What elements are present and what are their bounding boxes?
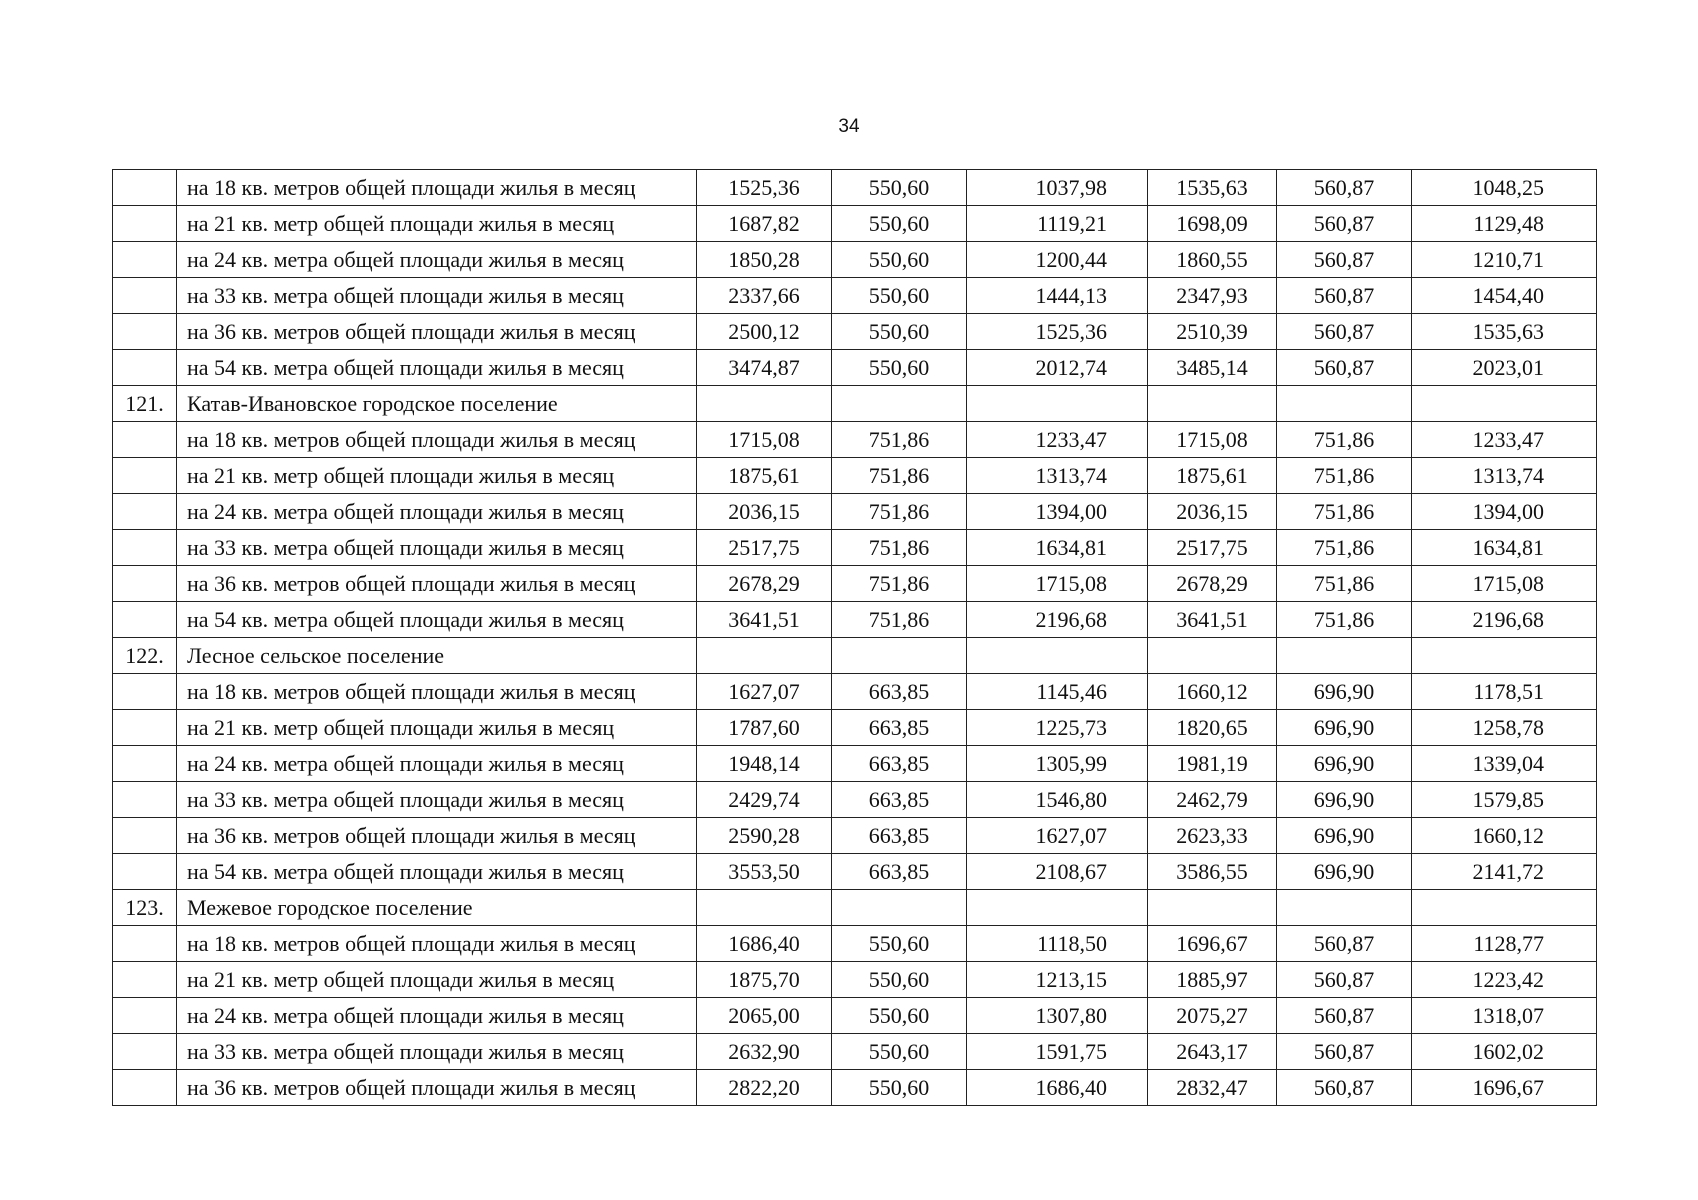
value-cell-col4: 1981,19 — [1148, 746, 1277, 782]
value-cell-col3: 2012,74 — [967, 350, 1148, 386]
value-cell-col2: 550,60 — [832, 242, 967, 278]
table-row — [113, 710, 1597, 746]
value-cell-col3: 2108,67 — [967, 854, 1148, 890]
value-cell-col6: 1048,25 — [1412, 170, 1597, 206]
value-cell-col3: 1686,40 — [967, 1070, 1148, 1106]
value-cell-col4 — [1148, 890, 1277, 926]
table-row — [113, 1070, 1597, 1106]
row-number-cell — [113, 422, 177, 458]
value-cell-col1: 3474,87 — [697, 350, 832, 386]
value-cell-col3: 1037,98 — [967, 170, 1148, 206]
table-row — [113, 602, 1597, 638]
value-cell-col4: 2462,79 — [1148, 782, 1277, 818]
table-row — [113, 314, 1597, 350]
row-number-cell — [113, 674, 177, 710]
value-cell-col2: 751,86 — [832, 458, 967, 494]
value-cell-col2: 550,60 — [832, 278, 967, 314]
value-cell-col3: 1313,74 — [967, 458, 1148, 494]
value-cell-col2: 663,85 — [832, 710, 967, 746]
value-cell-col2: 550,60 — [832, 998, 967, 1034]
value-cell-col1: 1715,08 — [697, 422, 832, 458]
table-row — [113, 962, 1597, 998]
value-cell-col6 — [1412, 638, 1597, 674]
value-cell-col6: 1339,04 — [1412, 746, 1597, 782]
value-cell-col4: 2517,75 — [1148, 530, 1277, 566]
norm-label-cell: на 36 кв. метров общей площади жилья в месяц — [177, 818, 697, 854]
value-cell-col2: 751,86 — [832, 422, 967, 458]
value-cell-col6: 1258,78 — [1412, 710, 1597, 746]
row-number-cell — [113, 818, 177, 854]
norm-label-cell: на 24 кв. метра общей площади жилья в месяц — [177, 998, 697, 1034]
row-number-cell — [113, 350, 177, 386]
value-cell-col3: 1118,50 — [967, 926, 1148, 962]
value-cell-col5: 751,86 — [1277, 422, 1412, 458]
norm-label-cell: на 18 кв. метров общей площади жилья в месяц — [177, 422, 697, 458]
value-cell-col1: 2590,28 — [697, 818, 832, 854]
table-row — [113, 242, 1597, 278]
value-cell-col5: 560,87 — [1277, 962, 1412, 998]
value-cell-col1: 2065,00 — [697, 998, 832, 1034]
value-cell-col4: 2036,15 — [1148, 494, 1277, 530]
norm-label-cell: на 18 кв. метров общей площади жилья в месяц — [177, 926, 697, 962]
row-number-cell — [113, 458, 177, 494]
value-cell-col4: 3485,14 — [1148, 350, 1277, 386]
row-number-cell — [113, 926, 177, 962]
table-row — [113, 782, 1597, 818]
value-cell-col6: 1535,63 — [1412, 314, 1597, 350]
value-cell-col1: 1686,40 — [697, 926, 832, 962]
value-cell-col1: 1627,07 — [697, 674, 832, 710]
value-cell-col5: 751,86 — [1277, 458, 1412, 494]
row-number-cell: 122. — [113, 638, 177, 674]
value-cell-col5: 696,90 — [1277, 782, 1412, 818]
norm-label-cell: на 36 кв. метров общей площади жилья в месяц — [177, 1070, 697, 1106]
row-number-cell — [113, 998, 177, 1034]
value-cell-col4: 2678,29 — [1148, 566, 1277, 602]
value-cell-col6: 1318,07 — [1412, 998, 1597, 1034]
tariff-table — [112, 169, 1597, 1106]
value-cell-col1: 1850,28 — [697, 242, 832, 278]
value-cell-col2: 663,85 — [832, 818, 967, 854]
value-cell-col6: 1178,51 — [1412, 674, 1597, 710]
row-number-cell — [113, 1034, 177, 1070]
norm-label-cell: на 36 кв. метров общей площади жилья в месяц — [177, 566, 697, 602]
value-cell-col4: 2075,27 — [1148, 998, 1277, 1034]
value-cell-col2: 550,60 — [832, 962, 967, 998]
value-cell-col4: 2510,39 — [1148, 314, 1277, 350]
table-row — [113, 278, 1597, 314]
table-row — [113, 854, 1597, 890]
value-cell-col5: 751,86 — [1277, 602, 1412, 638]
value-cell-col5 — [1277, 638, 1412, 674]
value-cell-col3 — [967, 890, 1148, 926]
value-cell-col4: 1860,55 — [1148, 242, 1277, 278]
value-cell-col4: 2347,93 — [1148, 278, 1277, 314]
value-cell-col6: 1394,00 — [1412, 494, 1597, 530]
value-cell-col6: 2141,72 — [1412, 854, 1597, 890]
value-cell-col3: 1715,08 — [967, 566, 1148, 602]
row-number-cell — [113, 206, 177, 242]
value-cell-col2 — [832, 386, 967, 422]
row-number-cell — [113, 1070, 177, 1106]
row-number-cell — [113, 854, 177, 890]
value-cell-col6 — [1412, 386, 1597, 422]
row-number-cell — [113, 782, 177, 818]
value-cell-col3: 1307,80 — [967, 998, 1148, 1034]
value-cell-col3: 1634,81 — [967, 530, 1148, 566]
norm-label-cell: на 21 кв. метр общей площади жилья в месяц — [177, 206, 697, 242]
value-cell-col1: 2500,12 — [697, 314, 832, 350]
norm-label-cell: на 21 кв. метр общей площади жилья в месяц — [177, 962, 697, 998]
settlement-name-cell: Лесное сельское поселение — [177, 638, 697, 674]
value-cell-col1: 1948,14 — [697, 746, 832, 782]
table-row — [113, 1034, 1597, 1070]
value-cell-col2: 550,60 — [832, 206, 967, 242]
value-cell-col1: 1687,82 — [697, 206, 832, 242]
value-cell-col4: 1698,09 — [1148, 206, 1277, 242]
norm-label-cell: на 18 кв. метров общей площади жилья в месяц — [177, 674, 697, 710]
value-cell-col1 — [697, 638, 832, 674]
value-cell-col5: 751,86 — [1277, 530, 1412, 566]
value-cell-col3: 1591,75 — [967, 1034, 1148, 1070]
value-cell-col5: 560,87 — [1277, 170, 1412, 206]
value-cell-col5: 560,87 — [1277, 1034, 1412, 1070]
value-cell-col4: 1885,97 — [1148, 962, 1277, 998]
value-cell-col5: 560,87 — [1277, 1070, 1412, 1106]
norm-label-cell: на 24 кв. метра общей площади жилья в месяц — [177, 494, 697, 530]
norm-label-cell: на 54 кв. метра общей площади жилья в месяц — [177, 602, 697, 638]
value-cell-col1: 2678,29 — [697, 566, 832, 602]
row-number-cell — [113, 962, 177, 998]
row-number-cell — [113, 566, 177, 602]
value-cell-col2: 751,86 — [832, 602, 967, 638]
norm-label-cell: на 18 кв. метров общей площади жилья в месяц — [177, 170, 697, 206]
norm-label-cell: на 33 кв. метра общей площади жилья в месяц — [177, 1034, 697, 1070]
value-cell-col5: 560,87 — [1277, 278, 1412, 314]
value-cell-col6: 1313,74 — [1412, 458, 1597, 494]
value-cell-col6: 1579,85 — [1412, 782, 1597, 818]
row-number-cell — [113, 242, 177, 278]
value-cell-col5 — [1277, 386, 1412, 422]
table-row — [113, 494, 1597, 530]
value-cell-col3 — [967, 638, 1148, 674]
value-cell-col6: 1634,81 — [1412, 530, 1597, 566]
value-cell-col6 — [1412, 890, 1597, 926]
value-cell-col2: 550,60 — [832, 926, 967, 962]
value-cell-col3: 1525,36 — [967, 314, 1148, 350]
value-cell-col5: 696,90 — [1277, 746, 1412, 782]
value-cell-col6: 1128,77 — [1412, 926, 1597, 962]
value-cell-col3: 1145,46 — [967, 674, 1148, 710]
value-cell-col1: 2632,90 — [697, 1034, 832, 1070]
value-cell-col3: 1394,00 — [967, 494, 1148, 530]
value-cell-col5: 560,87 — [1277, 314, 1412, 350]
value-cell-col3: 1213,15 — [967, 962, 1148, 998]
norm-label-cell: на 54 кв. метра общей площади жилья в месяц — [177, 854, 697, 890]
value-cell-col4: 3641,51 — [1148, 602, 1277, 638]
norm-label-cell: на 21 кв. метр общей площади жилья в месяц — [177, 710, 697, 746]
value-cell-col6: 1602,02 — [1412, 1034, 1597, 1070]
value-cell-col2: 663,85 — [832, 782, 967, 818]
value-cell-col2: 751,86 — [832, 494, 967, 530]
value-cell-col3: 1225,73 — [967, 710, 1148, 746]
value-cell-col5: 696,90 — [1277, 818, 1412, 854]
value-cell-col3: 1305,99 — [967, 746, 1148, 782]
table-row — [113, 350, 1597, 386]
value-cell-col2: 550,60 — [832, 1070, 967, 1106]
norm-label-cell: на 54 кв. метра общей площади жилья в месяц — [177, 350, 697, 386]
value-cell-col4: 2832,47 — [1148, 1070, 1277, 1106]
value-cell-col2: 751,86 — [832, 566, 967, 602]
tariff-table-body — [113, 170, 1597, 1106]
settlement-name-cell: Катав-Ивановское городское поселение — [177, 386, 697, 422]
value-cell-col3: 1546,80 — [967, 782, 1148, 818]
table-row — [113, 818, 1597, 854]
value-cell-col5 — [1277, 890, 1412, 926]
value-cell-col3 — [967, 386, 1148, 422]
value-cell-col6: 1129,48 — [1412, 206, 1597, 242]
value-cell-col4: 3586,55 — [1148, 854, 1277, 890]
value-cell-col6: 1223,42 — [1412, 962, 1597, 998]
value-cell-col5: 696,90 — [1277, 674, 1412, 710]
value-cell-col5: 560,87 — [1277, 242, 1412, 278]
value-cell-col1: 2429,74 — [697, 782, 832, 818]
value-cell-col1: 2822,20 — [697, 1070, 832, 1106]
value-cell-col6: 1696,67 — [1412, 1070, 1597, 1106]
value-cell-col4: 1820,65 — [1148, 710, 1277, 746]
row-number-cell — [113, 278, 177, 314]
value-cell-col1: 1787,60 — [697, 710, 832, 746]
value-cell-col4: 2623,33 — [1148, 818, 1277, 854]
value-cell-col3: 1200,44 — [967, 242, 1148, 278]
value-cell-col2: 663,85 — [832, 854, 967, 890]
table-row — [113, 206, 1597, 242]
table-row — [113, 674, 1597, 710]
value-cell-col1: 2337,66 — [697, 278, 832, 314]
value-cell-col1: 1875,61 — [697, 458, 832, 494]
value-cell-col4: 1875,61 — [1148, 458, 1277, 494]
value-cell-col3: 1233,47 — [967, 422, 1148, 458]
value-cell-col4: 1660,12 — [1148, 674, 1277, 710]
value-cell-col3: 1444,13 — [967, 278, 1148, 314]
value-cell-col3: 2196,68 — [967, 602, 1148, 638]
row-number-cell: 121. — [113, 386, 177, 422]
section-row — [113, 386, 1597, 422]
section-row — [113, 890, 1597, 926]
value-cell-col6: 1715,08 — [1412, 566, 1597, 602]
value-cell-col5: 560,87 — [1277, 350, 1412, 386]
table-row — [113, 458, 1597, 494]
value-cell-col2: 550,60 — [832, 1034, 967, 1070]
norm-label-cell: на 21 кв. метр общей площади жилья в месяц — [177, 458, 697, 494]
row-number-cell — [113, 314, 177, 350]
value-cell-col6: 2023,01 — [1412, 350, 1597, 386]
table-row — [113, 746, 1597, 782]
value-cell-col1: 3553,50 — [697, 854, 832, 890]
value-cell-col4: 1696,67 — [1148, 926, 1277, 962]
value-cell-col2: 550,60 — [832, 314, 967, 350]
row-number-cell: 123. — [113, 890, 177, 926]
value-cell-col2 — [832, 638, 967, 674]
row-number-cell — [113, 710, 177, 746]
row-number-cell — [113, 602, 177, 638]
value-cell-col5: 560,87 — [1277, 926, 1412, 962]
value-cell-col1 — [697, 386, 832, 422]
value-cell-col2: 663,85 — [832, 674, 967, 710]
value-cell-col6: 1660,12 — [1412, 818, 1597, 854]
row-number-cell — [113, 494, 177, 530]
value-cell-col3: 1627,07 — [967, 818, 1148, 854]
value-cell-col6: 1454,40 — [1412, 278, 1597, 314]
value-cell-col1: 2036,15 — [697, 494, 832, 530]
settlement-name-cell: Межевое городское поселение — [177, 890, 697, 926]
table-row — [113, 530, 1597, 566]
row-number-cell — [113, 746, 177, 782]
value-cell-col4: 1715,08 — [1148, 422, 1277, 458]
table-row — [113, 422, 1597, 458]
norm-label-cell: на 33 кв. метра общей площади жилья в месяц — [177, 782, 697, 818]
section-row — [113, 638, 1597, 674]
value-cell-col2 — [832, 890, 967, 926]
row-number-cell — [113, 530, 177, 566]
value-cell-col4: 2643,17 — [1148, 1034, 1277, 1070]
value-cell-col2: 751,86 — [832, 530, 967, 566]
value-cell-col6: 2196,68 — [1412, 602, 1597, 638]
value-cell-col5: 560,87 — [1277, 206, 1412, 242]
table-row — [113, 566, 1597, 602]
value-cell-col1: 1875,70 — [697, 962, 832, 998]
value-cell-col5: 696,90 — [1277, 854, 1412, 890]
norm-label-cell: на 33 кв. метра общей площади жилья в месяц — [177, 530, 697, 566]
value-cell-col6: 1210,71 — [1412, 242, 1597, 278]
value-cell-col2: 550,60 — [832, 170, 967, 206]
norm-label-cell: на 24 кв. метра общей площади жилья в месяц — [177, 746, 697, 782]
table-row — [113, 170, 1597, 206]
value-cell-col5: 560,87 — [1277, 998, 1412, 1034]
value-cell-col5: 751,86 — [1277, 566, 1412, 602]
table-row — [113, 998, 1597, 1034]
value-cell-col4 — [1148, 638, 1277, 674]
value-cell-col1 — [697, 890, 832, 926]
norm-label-cell: на 33 кв. метра общей площади жилья в месяц — [177, 278, 697, 314]
value-cell-col1: 2517,75 — [697, 530, 832, 566]
value-cell-col5: 751,86 — [1277, 494, 1412, 530]
norm-label-cell: на 36 кв. метров общей площади жилья в месяц — [177, 314, 697, 350]
value-cell-col4: 1535,63 — [1148, 170, 1277, 206]
page-number: 34 — [838, 116, 860, 137]
row-number-cell — [113, 170, 177, 206]
value-cell-col3: 1119,21 — [967, 206, 1148, 242]
value-cell-col5: 696,90 — [1277, 710, 1412, 746]
value-cell-col2: 550,60 — [832, 350, 967, 386]
table-row — [113, 926, 1597, 962]
value-cell-col1: 3641,51 — [697, 602, 832, 638]
value-cell-col2: 663,85 — [832, 746, 967, 782]
value-cell-col6: 1233,47 — [1412, 422, 1597, 458]
value-cell-col1: 1525,36 — [697, 170, 832, 206]
norm-label-cell: на 24 кв. метра общей площади жилья в месяц — [177, 242, 697, 278]
value-cell-col4 — [1148, 386, 1277, 422]
